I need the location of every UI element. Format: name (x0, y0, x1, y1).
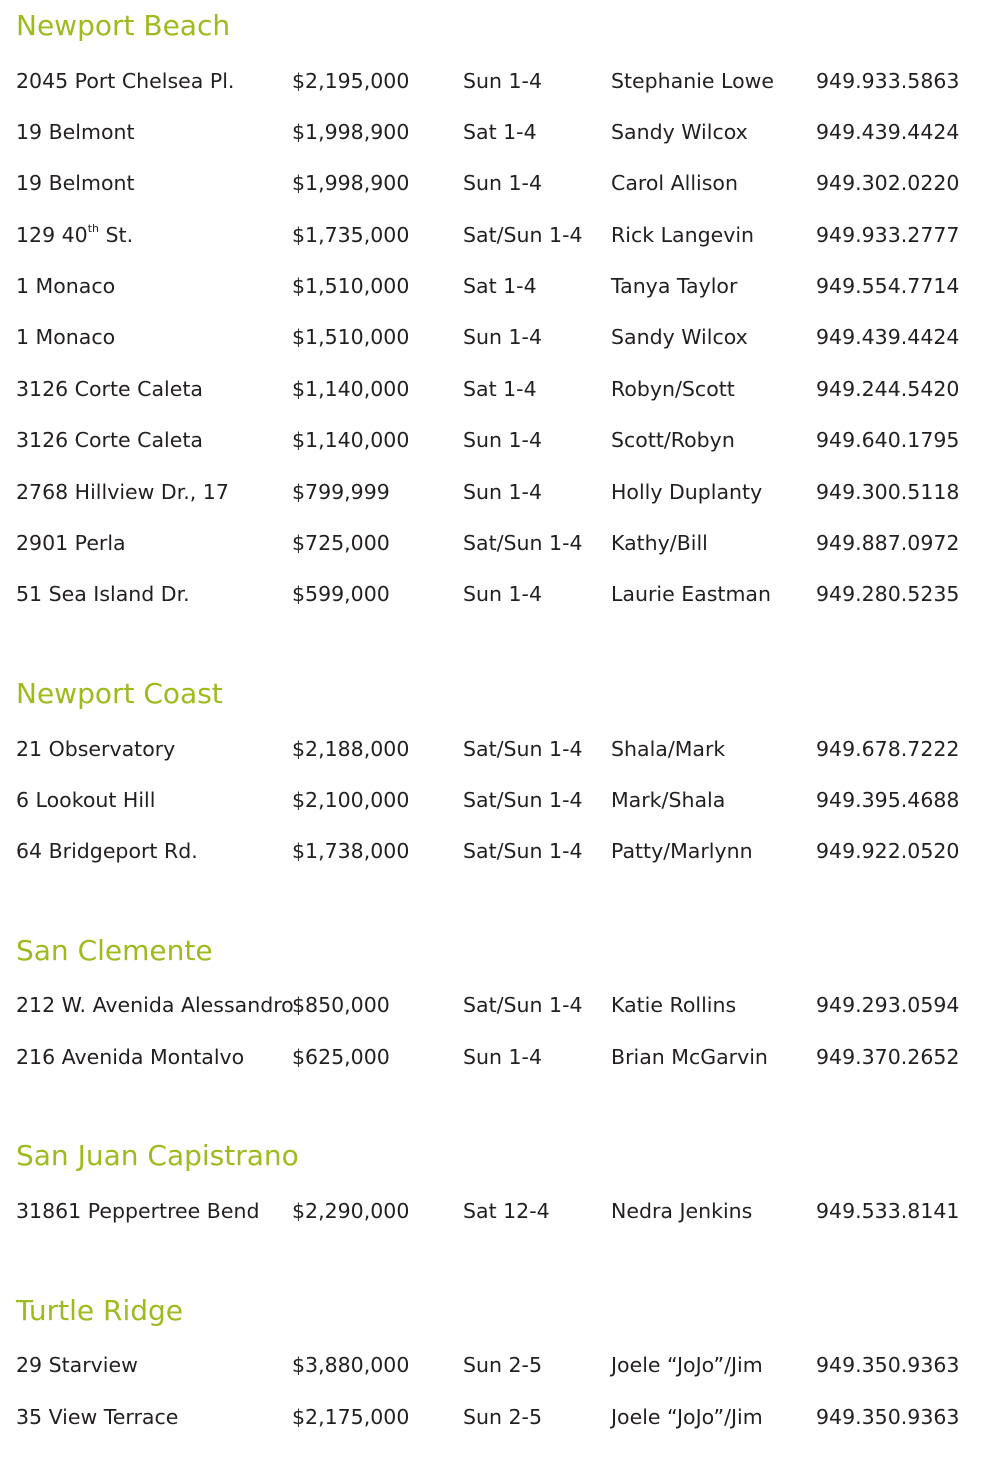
listing-address (16, 220, 133, 250)
listing-row (0, 1042, 989, 1072)
open-house-time: Sat/Sun 1-4 (463, 788, 583, 812)
section-title: Newport Beach (16, 9, 231, 42)
open-house-time: Sun 1-4 (463, 1045, 542, 1069)
agent-phone: 949.554.7714 (816, 274, 960, 298)
listing-price: $1,998,900 (292, 120, 410, 144)
listing-row (0, 322, 989, 352)
agent-name: Holly Duplanty (611, 480, 763, 504)
agent-name: Robyn/Scott (611, 377, 735, 401)
agent-name: Joele “JoJo”/Jim (611, 1353, 763, 1377)
listing-price: $1,735,000 (292, 223, 410, 247)
address-number: 129 40 (16, 223, 88, 247)
open-house-time: Sun 2-5 (463, 1353, 542, 1377)
agent-phone: 949.933.5863 (816, 69, 960, 93)
open-house-time: Sat/Sun 1-4 (463, 223, 583, 247)
listing-price: $850,000 (292, 993, 390, 1017)
agent-phone: 949.302.0220 (816, 171, 960, 195)
listing-address: 212 W. Avenida Alessandro (16, 993, 294, 1017)
listing-price: $1,140,000 (292, 428, 410, 452)
listing-address: 2045 Port Chelsea Pl. (16, 69, 235, 93)
agent-name: Sandy Wilcox (611, 325, 748, 349)
listing-price: $725,000 (292, 531, 390, 555)
agent-name: Brian McGarvin (611, 1045, 768, 1069)
open-house-time: Sat/Sun 1-4 (463, 839, 583, 863)
listing-row (0, 220, 989, 250)
agent-name: Katie Rollins (611, 993, 737, 1017)
address-street-type: St. (99, 223, 134, 247)
listing-price: $2,290,000 (292, 1199, 410, 1223)
listing-price: $1,998,900 (292, 171, 410, 195)
agent-name: Shala/Mark (611, 737, 726, 761)
listing-price: $2,188,000 (292, 737, 410, 761)
listing-row (0, 117, 989, 147)
listing-price: $799,999 (292, 480, 390, 504)
listing-price: $1,510,000 (292, 274, 410, 298)
agent-phone: 949.300.5118 (816, 480, 960, 504)
agent-name: Sandy Wilcox (611, 120, 748, 144)
open-house-time: Sun 2-5 (463, 1405, 542, 1429)
listing-row (0, 528, 989, 558)
open-house-time: Sun 1-4 (463, 480, 542, 504)
listing-row (0, 1350, 989, 1380)
open-house-time: Sat 12-4 (463, 1199, 550, 1223)
agent-name: Scott/Robyn (611, 428, 735, 452)
agent-name: Laurie Eastman (611, 582, 771, 606)
listing-address: 19 Belmont (16, 120, 135, 144)
agent-phone: 949.933.2777 (816, 223, 960, 247)
listing-row (0, 271, 989, 301)
agent-name: Rick Langevin (611, 223, 755, 247)
agent-phone: 949.293.0594 (816, 993, 960, 1017)
agent-name: Tanya Taylor (611, 274, 738, 298)
listing-row (0, 425, 989, 455)
agent-name: Kathy/Bill (611, 531, 708, 555)
listing-address: 29 Starview (16, 1353, 138, 1377)
listing-address: 64 Bridgeport Rd. (16, 839, 198, 863)
listing-price: $2,195,000 (292, 69, 410, 93)
agent-phone: 949.350.9363 (816, 1353, 960, 1377)
open-house-time: Sun 1-4 (463, 325, 542, 349)
listing-row (0, 1196, 989, 1226)
section-title: San Juan Capistrano (16, 1139, 299, 1172)
listing-address: 19 Belmont (16, 171, 135, 195)
listing-address: 3126 Corte Caleta (16, 428, 203, 452)
agent-name: Patty/Marlynn (611, 839, 753, 863)
listing-price: $3,880,000 (292, 1353, 410, 1377)
agent-name: Nedra Jenkins (611, 1199, 753, 1223)
listing-price: $2,175,000 (292, 1405, 410, 1429)
agent-phone: 949.370.2652 (816, 1045, 960, 1069)
listing-row (0, 374, 989, 404)
agent-phone: 949.395.4688 (816, 788, 960, 812)
listing-address: 2768 Hillview Dr., 17 (16, 480, 229, 504)
listing-address: 3126 Corte Caleta (16, 377, 203, 401)
section-title: Newport Coast (16, 677, 223, 710)
listing-row (0, 477, 989, 507)
open-house-time: Sat 1-4 (463, 377, 537, 401)
open-house-time: Sun 1-4 (463, 582, 542, 606)
listing-price: $1,738,000 (292, 839, 410, 863)
listing-row (0, 785, 989, 815)
open-house-time: Sun 1-4 (463, 171, 542, 195)
open-house-time: Sat/Sun 1-4 (463, 531, 583, 555)
agent-phone: 949.678.7222 (816, 737, 960, 761)
agent-phone: 949.439.4424 (816, 325, 960, 349)
listing-address: 1 Monaco (16, 325, 116, 349)
listing-address: 31861 Peppertree Bend (16, 1199, 260, 1223)
listing-address: 51 Sea Island Dr. (16, 582, 190, 606)
agent-phone: 949.640.1795 (816, 428, 960, 452)
open-house-time: Sat/Sun 1-4 (463, 737, 583, 761)
listing-row (0, 168, 989, 198)
listing-row (0, 836, 989, 866)
listing-price: $2,100,000 (292, 788, 410, 812)
listing-price: $599,000 (292, 582, 390, 606)
listing-address: 21 Observatory (16, 737, 176, 761)
ordinal-suffix: th (87, 222, 100, 236)
open-house-time: Sun 1-4 (463, 69, 542, 93)
agent-phone: 949.887.0972 (816, 531, 960, 555)
listing-price: $1,510,000 (292, 325, 410, 349)
agent-name: Stephanie Lowe (611, 69, 775, 93)
agent-name: Mark/Shala (611, 788, 726, 812)
open-house-time: Sat 1-4 (463, 274, 537, 298)
section-title: Turtle Ridge (16, 1294, 184, 1327)
agent-phone: 949.350.9363 (816, 1405, 960, 1429)
agent-name: Carol Allison (611, 171, 738, 195)
open-house-time: Sat/Sun 1-4 (463, 993, 583, 1017)
listing-row (0, 990, 989, 1020)
agent-phone: 949.280.5235 (816, 582, 960, 606)
listing-address: 2901 Perla (16, 531, 126, 555)
agent-phone: 949.533.8141 (816, 1199, 960, 1223)
listing-row (0, 1402, 989, 1432)
section-title: San Clemente (16, 934, 213, 967)
listing-address: 35 View Terrace (16, 1405, 179, 1429)
listing-row (0, 579, 989, 609)
agent-phone: 949.439.4424 (816, 120, 960, 144)
agent-name: Joele “JoJo”/Jim (611, 1405, 763, 1429)
listing-row (0, 734, 989, 764)
listing-row (0, 66, 989, 96)
listing-address: 6 Lookout Hill (16, 788, 156, 812)
open-house-time: Sat 1-4 (463, 120, 537, 144)
agent-phone: 949.244.5420 (816, 377, 960, 401)
listing-address: 216 Avenida Montalvo (16, 1045, 245, 1069)
listing-price: $625,000 (292, 1045, 390, 1069)
listing-price: $1,140,000 (292, 377, 410, 401)
open-house-time: Sun 1-4 (463, 428, 542, 452)
agent-phone: 949.922.0520 (816, 839, 960, 863)
listing-address: 1 Monaco (16, 274, 116, 298)
